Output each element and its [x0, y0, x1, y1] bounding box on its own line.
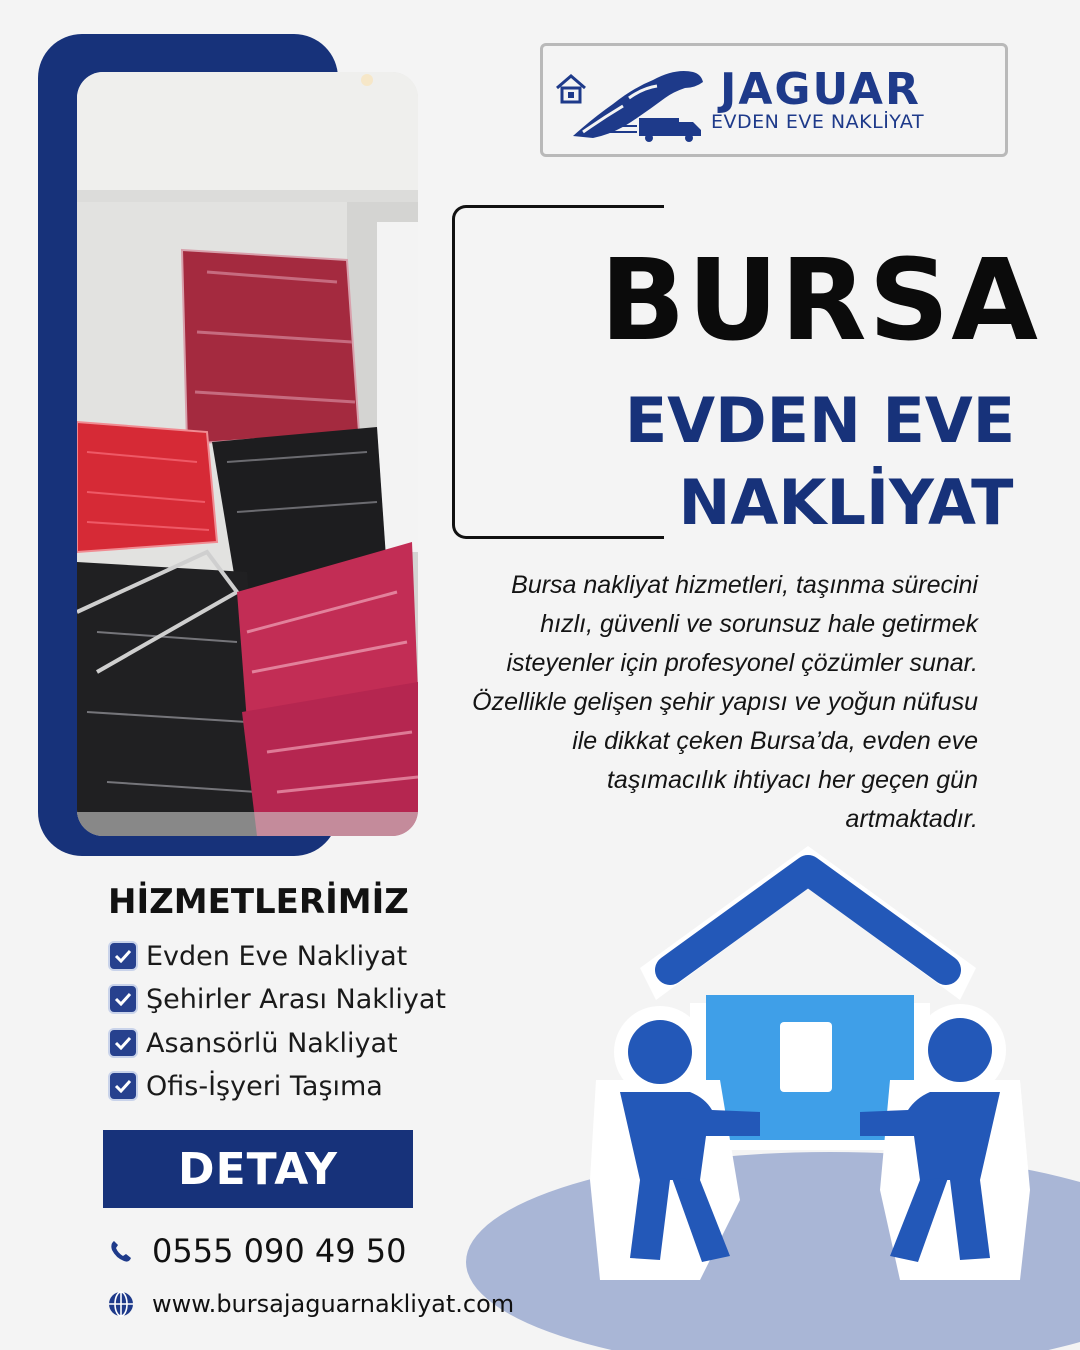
checkbox-checked-icon	[108, 984, 138, 1014]
checkbox-checked-icon	[108, 1028, 138, 1058]
service-label: Şehirler Arası Nakliyat	[146, 983, 447, 1015]
phone-number: 0555 090 49 50	[152, 1232, 407, 1270]
service-item	[108, 981, 446, 1017]
globe-icon	[106, 1289, 136, 1319]
checkbox-checked-icon	[108, 941, 138, 971]
logo-subtitle: EVDEN EVE NAKLİYAT	[711, 111, 925, 133]
logo-title: JAGUAR	[720, 64, 921, 115]
phone-contact[interactable]	[106, 1232, 406, 1270]
phone-icon	[106, 1236, 136, 1266]
headline-line1: EVDEN EVE	[624, 384, 1016, 457]
description-text: Bursa nakliyat hizmetleri, taşınma sürecini hızlı, güvenli ve sorunsuz hale getirmek isteyenler için profesyonel çözümler sunar. Özellikle gelişen şehir yapısı ve yoğun nüfusu ile dikkat çeken Bursa’da, evden eve taşımacılık ihtiyacı her geçen gün artmaktadır.	[472, 571, 978, 833]
headline-city: BURSA	[600, 236, 1040, 366]
detail-button[interactable]: DETAY	[103, 1130, 413, 1208]
service-item	[108, 1068, 383, 1104]
checkbox-checked-icon	[108, 1071, 138, 1101]
service-item	[108, 1025, 398, 1061]
website-url: www.bursajaguarnakliyat.com	[152, 1290, 515, 1318]
service-item	[108, 938, 407, 974]
services-title: HİZMETLERİMİZ	[108, 882, 409, 922]
headline-line2: NAKLİYAT	[678, 466, 1014, 539]
service-label: Asansörlü Nakliyat	[146, 1027, 398, 1059]
website-contact[interactable]	[106, 1289, 514, 1319]
furniture-photo	[77, 72, 418, 836]
jaguar-logo-icon	[553, 58, 713, 144]
service-label: Evden Eve Nakliyat	[146, 940, 408, 972]
service-label: Ofis-İşyeri Taşıma	[146, 1070, 383, 1102]
